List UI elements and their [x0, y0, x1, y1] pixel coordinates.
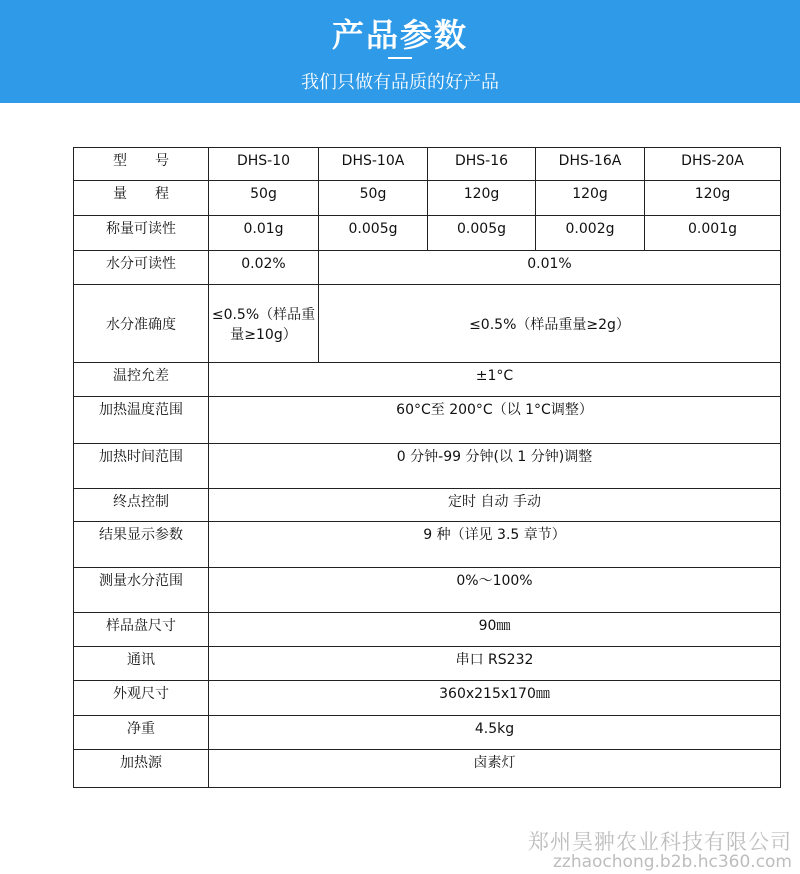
row-label: 结果显示参数	[74, 522, 209, 568]
row-label: 水分可读性	[74, 251, 209, 285]
table-cell: 0.005g	[319, 216, 428, 251]
row-label: 称量可读性	[74, 216, 209, 251]
table-row	[74, 444, 781, 489]
table-cell: 120g	[536, 181, 645, 216]
table-cell: 0.002g	[536, 216, 645, 251]
row-label: 温控允差	[74, 363, 209, 397]
table-cell: 0.01%	[319, 251, 781, 285]
table-cell: DHS-10A	[319, 148, 428, 181]
table-cell: 0 分钟-99 分钟(以 1 分钟)调整	[209, 444, 781, 489]
page-subtitle: 我们只做有品质的好产品	[301, 72, 499, 93]
row-label: 净重	[74, 716, 209, 750]
table-cell: ±1°C	[209, 363, 781, 397]
table-cell: 50g	[319, 181, 428, 216]
row-label: 加热温度范围	[74, 397, 209, 444]
table-row	[74, 397, 781, 444]
title-divider	[388, 57, 412, 59]
table-row	[74, 363, 781, 397]
table-row-range	[74, 181, 781, 216]
table-cell: 0.005g	[428, 216, 536, 251]
row-label: 加热源	[74, 750, 209, 788]
table-row	[74, 522, 781, 568]
table-cell: 0%～100%	[209, 568, 781, 613]
table-cell: 0.001g	[645, 216, 781, 251]
table-row-readability	[74, 216, 781, 251]
row-label: 外观尺寸	[74, 681, 209, 716]
table-row	[74, 750, 781, 788]
row-label: 测量水分范围	[74, 568, 209, 613]
row-label: 通讯	[74, 647, 209, 681]
table-row-model	[74, 148, 781, 181]
table-cell: 50g	[209, 181, 319, 216]
table-row	[74, 568, 781, 613]
table-cell: 120g	[428, 181, 536, 216]
watermark-company: 郑州昊翀农业科技有限公司	[528, 830, 792, 854]
table-cell: ≤0.5%（样品重量≥10g）	[209, 285, 319, 363]
row-label: 量 程	[74, 181, 209, 216]
table-cell: 9 种（详见 3.5 章节）	[209, 522, 781, 568]
watermark-url: zzhaochong.b2b.hc360.com	[552, 852, 792, 872]
table-cell: DHS-16	[428, 148, 536, 181]
table-cell: ≤0.5%（样品重量≥2g）	[319, 285, 781, 363]
table-cell: 90㎜	[209, 613, 781, 647]
table-row-moisture-readability	[74, 251, 781, 285]
table-row-moisture-accuracy	[74, 285, 781, 363]
table-row	[74, 613, 781, 647]
table-cell: 120g	[645, 181, 781, 216]
row-label: 加热时间范围	[74, 444, 209, 489]
table-cell: 360x215x170㎜	[209, 681, 781, 716]
table-cell: 0.02%	[209, 251, 319, 285]
row-label: 终点控制	[74, 489, 209, 522]
table-row	[74, 489, 781, 522]
table-row	[74, 647, 781, 681]
table-row	[74, 716, 781, 750]
table-cell: DHS-16A	[536, 148, 645, 181]
spec-table	[73, 147, 781, 788]
table-cell: 卤素灯	[209, 750, 781, 788]
table-cell: 4.5kg	[209, 716, 781, 750]
table-cell: 串口 RS232	[209, 647, 781, 681]
table-cell: DHS-20A	[645, 148, 781, 181]
table-cell: 定时 自动 手动	[209, 489, 781, 522]
table-cell: DHS-10	[209, 148, 319, 181]
table-row	[74, 681, 781, 716]
row-label: 型 号	[74, 148, 209, 181]
table-cell: 0.01g	[209, 216, 319, 251]
row-label: 样品盘尺寸	[74, 613, 209, 647]
table-cell: 60°C至 200°C（以 1°C调整）	[209, 397, 781, 444]
header-banner	[0, 0, 800, 103]
row-label: 水分准确度	[74, 285, 209, 363]
page-title: 产品参数	[331, 16, 468, 54]
